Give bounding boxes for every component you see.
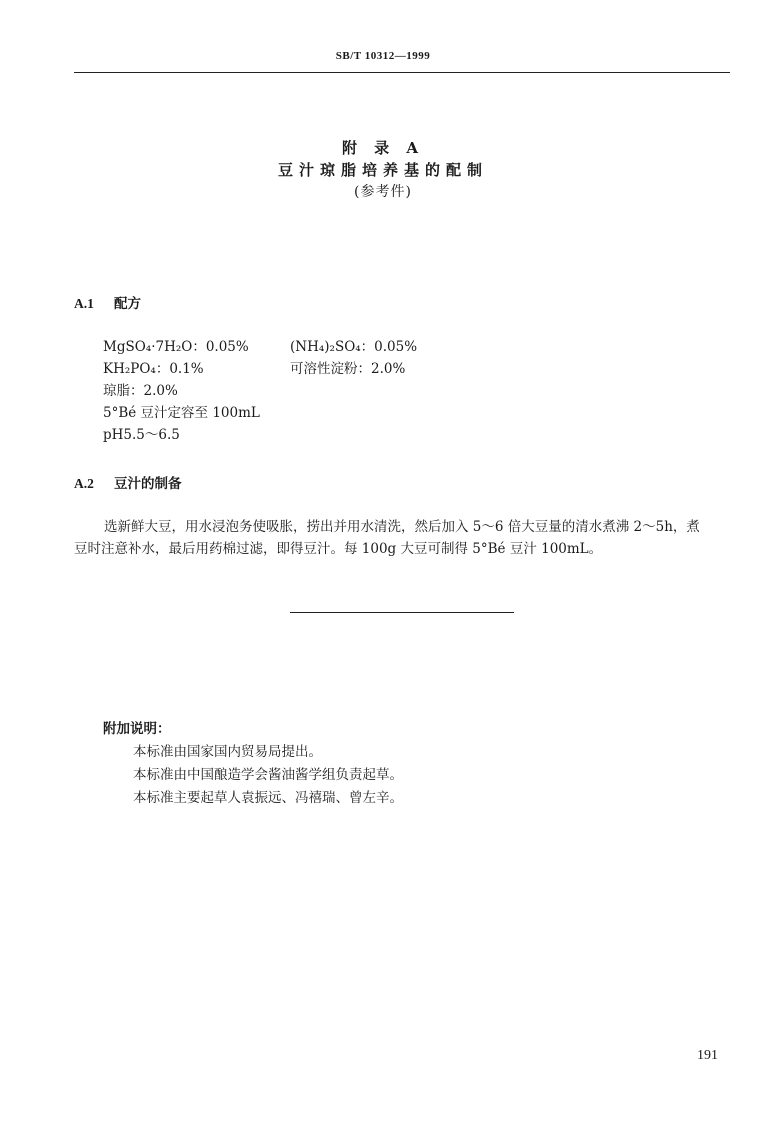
appendix-label: 附 录 A [341,139,425,157]
note-item: 本标准主要起草人袁振远、冯禧瑞、曾左辛。 [133,790,403,806]
note-item: 本标准由国家国内贸易局提出。 [133,744,322,760]
page-number: 191 [697,1048,718,1063]
paragraph-line: 豆时注意补水，最后用药棉过滤，即得豆汁。每 100g 大豆可制得 5°Bé 豆汁 100mL。 [74,541,603,557]
formula-item: 可溶性淀粉：2.0% [290,361,406,377]
header-divider [74,72,730,73]
formula-item: pH5.5～6.5 [103,427,180,443]
section-a1-heading [74,292,141,312]
section-a1-number: A.1 [74,296,94,311]
paragraph-line: 选新鲜大豆，用水浸泡务使吸胀，捞出并用水清洗，然后加入 5～6 倍大豆量的清水煮沸 2～5h，煮 [104,519,700,535]
standard-code: SB/T 10312—1999 [335,50,431,62]
formula-item: 琼脂：2.0% [103,383,178,399]
section-a1-title: 配方 [114,296,141,312]
note-item: 本标准由中国酿造学会酱油酱学组负责起草。 [133,767,403,783]
appendix-title: 豆汁琼脂培养基的配制 [277,161,488,179]
formula-item: KH₂PO₄：0.1% [103,361,204,377]
formula-left-column [103,336,303,446]
appendix-type: (参考件) [354,184,412,200]
section-a2-paragraph [74,516,734,560]
formula-item: MgSO₄·7H₂O：0.05% [103,339,249,355]
section-a2-heading [74,472,182,492]
formula-item: (NH₄)₂SO₄：0.05% [290,339,418,355]
appendix-title-block [0,137,766,203]
additional-notes [103,718,583,810]
end-divider [290,612,514,613]
notes-heading: 附加说明： [103,721,171,737]
section-a2-number: A.2 [74,476,94,491]
formula-item: 5°Bé 豆汁定容至 100mL [103,405,260,421]
formula-right-column [290,336,490,380]
section-a2-title: 豆汁的制备 [114,476,182,492]
